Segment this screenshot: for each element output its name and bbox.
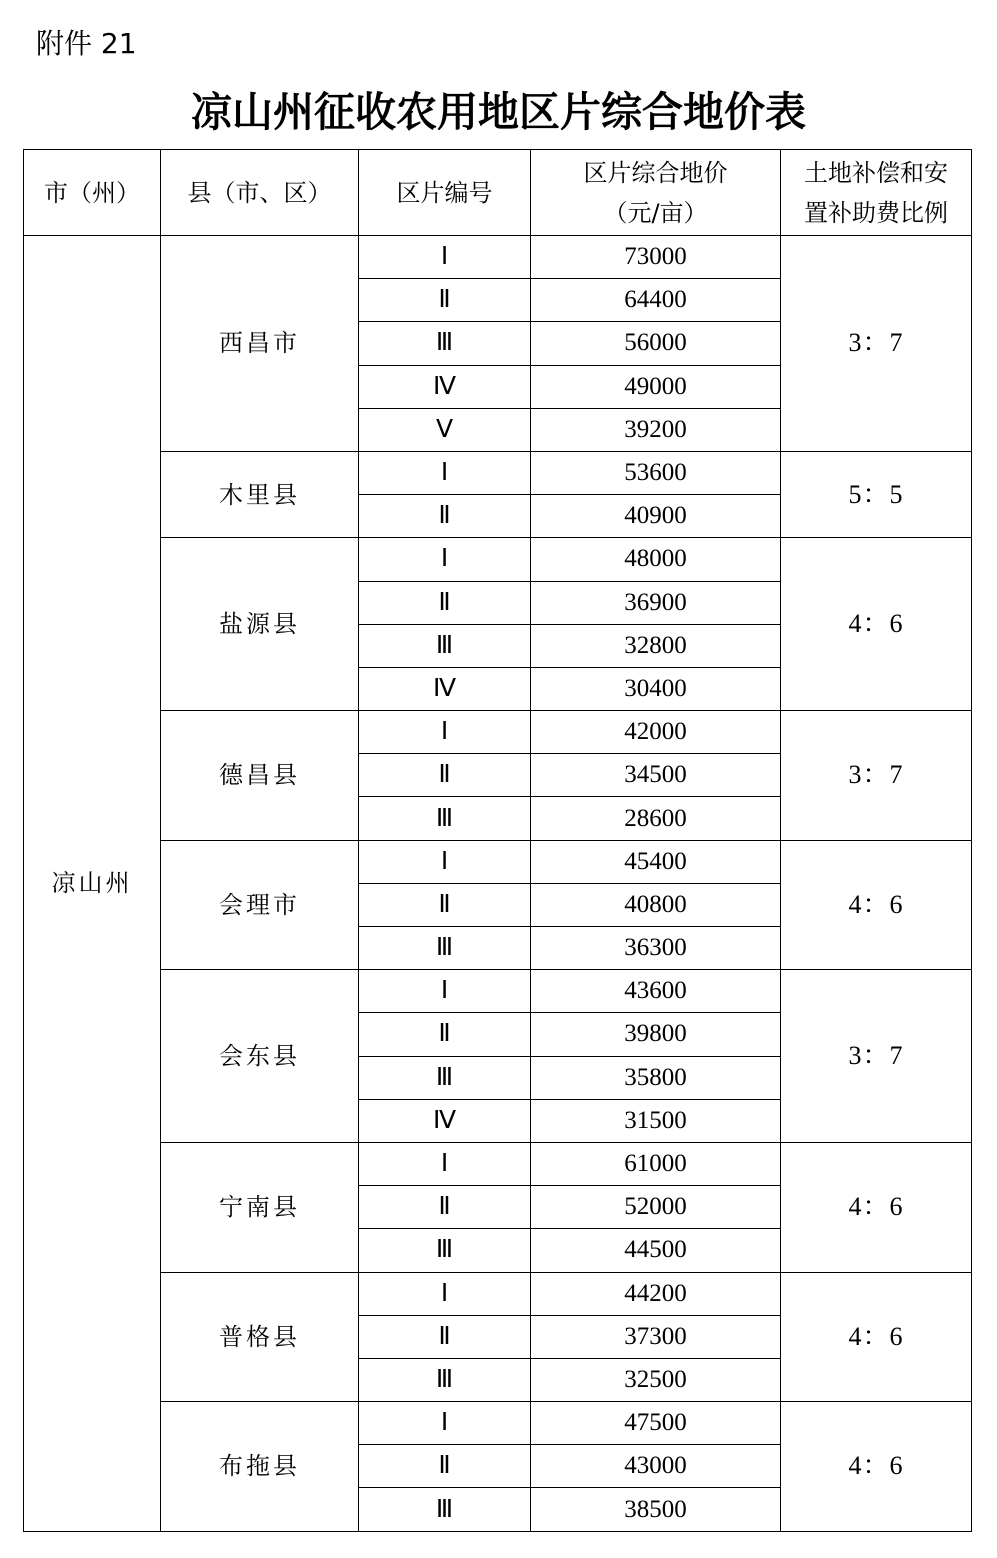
zone-number-cell: Ⅲ [359, 624, 531, 667]
county-cell: 西昌市 [161, 236, 359, 452]
zone-number-cell: Ⅲ [359, 322, 531, 365]
price-cell: 36300 [531, 927, 781, 970]
zone-number-cell: Ⅱ [359, 279, 531, 322]
header-price [531, 150, 781, 236]
price-cell: 37300 [531, 1315, 781, 1358]
price-cell: 52000 [531, 1186, 781, 1229]
zone-number-cell: Ⅰ [359, 1272, 531, 1315]
ratio-cell: 3：7 [781, 711, 972, 841]
zone-number-cell: Ⅴ [359, 408, 531, 451]
price-cell: 47500 [531, 1402, 781, 1445]
county-cell: 普格县 [161, 1272, 359, 1402]
price-cell: 34500 [531, 754, 781, 797]
zone-number-cell: Ⅱ [359, 1013, 531, 1056]
county-cell: 德昌县 [161, 711, 359, 841]
zone-number-cell: Ⅲ [359, 797, 531, 840]
county-cell: 会理市 [161, 840, 359, 970]
price-cell: 30400 [531, 667, 781, 710]
ratio-cell: 4：6 [781, 1272, 972, 1402]
price-cell: 28600 [531, 797, 781, 840]
ratio-cell: 3：7 [781, 236, 972, 452]
zone-number-cell: Ⅲ [359, 1488, 531, 1531]
zone-number-cell: Ⅲ [359, 1229, 531, 1272]
price-cell: 38500 [531, 1488, 781, 1531]
price-cell: 73000 [531, 236, 781, 279]
header-price-line1: 区片综合地价 [583, 158, 728, 187]
price-cell: 48000 [531, 538, 781, 581]
table-row [24, 970, 972, 1013]
price-cell: 56000 [531, 322, 781, 365]
zone-number-cell: Ⅰ [359, 1142, 531, 1185]
price-cell: 42000 [531, 711, 781, 754]
price-cell: 61000 [531, 1142, 781, 1185]
zone-number-cell: Ⅰ [359, 1402, 531, 1445]
price-cell: 64400 [531, 279, 781, 322]
price-cell: 40900 [531, 495, 781, 538]
county-cell: 木里县 [161, 451, 359, 537]
zone-number-cell: Ⅰ [359, 236, 531, 279]
zone-number-cell: Ⅱ [359, 1445, 531, 1488]
price-cell: 44200 [531, 1272, 781, 1315]
header-ratio-line1: 土地补偿和安 [804, 158, 948, 187]
zone-number-cell: Ⅰ [359, 970, 531, 1013]
header-price-line2: （元/亩） [603, 198, 708, 227]
zone-number-cell: Ⅲ [359, 1358, 531, 1401]
table-row [24, 840, 972, 883]
county-cell: 盐源县 [161, 538, 359, 711]
table-row [24, 1272, 972, 1315]
price-cell: 39200 [531, 408, 781, 451]
ratio-cell: 4：6 [781, 1402, 972, 1532]
price-cell: 44500 [531, 1229, 781, 1272]
price-cell: 31500 [531, 1099, 781, 1142]
header-zone-number: 区片编号 [359, 150, 531, 236]
county-cell: 布拖县 [161, 1402, 359, 1532]
price-cell: 43600 [531, 970, 781, 1013]
ratio-cell: 3：7 [781, 970, 972, 1143]
price-cell: 45400 [531, 840, 781, 883]
price-cell: 49000 [531, 365, 781, 408]
table-header-row [24, 150, 972, 236]
zone-number-cell: Ⅲ [359, 1056, 531, 1099]
city-cell: 凉山州 [24, 236, 161, 1532]
zone-number-cell: Ⅰ [359, 538, 531, 581]
table-row [24, 1142, 972, 1185]
page-title: 凉山州征收农用地区片综合地价表 [191, 88, 806, 136]
land-price-table [23, 149, 972, 1532]
price-cell: 40800 [531, 883, 781, 926]
table-row [24, 538, 972, 581]
zone-number-cell: Ⅳ [359, 365, 531, 408]
table-row [24, 711, 972, 754]
attachment-label: 附件 21 [36, 27, 137, 60]
price-cell: 36900 [531, 581, 781, 624]
zone-number-cell: Ⅲ [359, 927, 531, 970]
zone-number-cell: Ⅰ [359, 840, 531, 883]
table-row [24, 451, 972, 494]
price-cell: 32500 [531, 1358, 781, 1401]
county-cell: 宁南县 [161, 1142, 359, 1272]
price-cell: 53600 [531, 451, 781, 494]
zone-number-cell: Ⅱ [359, 883, 531, 926]
price-cell: 43000 [531, 1445, 781, 1488]
table-row [24, 236, 972, 279]
zone-number-cell: Ⅰ [359, 451, 531, 494]
price-cell: 32800 [531, 624, 781, 667]
zone-number-cell: Ⅰ [359, 711, 531, 754]
zone-number-cell: Ⅱ [359, 754, 531, 797]
zone-number-cell: Ⅱ [359, 1315, 531, 1358]
header-ratio-line2: 置补助费比例 [804, 198, 948, 227]
header-county: 县（市、区） [161, 150, 359, 236]
price-cell: 39800 [531, 1013, 781, 1056]
ratio-cell: 4：6 [781, 538, 972, 711]
price-cell: 35800 [531, 1056, 781, 1099]
zone-number-cell: Ⅳ [359, 667, 531, 710]
header-city: 市（州） [24, 150, 161, 236]
ratio-cell: 4：6 [781, 1142, 972, 1272]
ratio-cell: 5：5 [781, 451, 972, 537]
zone-number-cell: Ⅱ [359, 1186, 531, 1229]
county-cell: 会东县 [161, 970, 359, 1143]
table-row [24, 1402, 972, 1445]
zone-number-cell: Ⅱ [359, 495, 531, 538]
zone-number-cell: Ⅳ [359, 1099, 531, 1142]
header-ratio [781, 150, 972, 236]
zone-number-cell: Ⅱ [359, 581, 531, 624]
ratio-cell: 4：6 [781, 840, 972, 970]
